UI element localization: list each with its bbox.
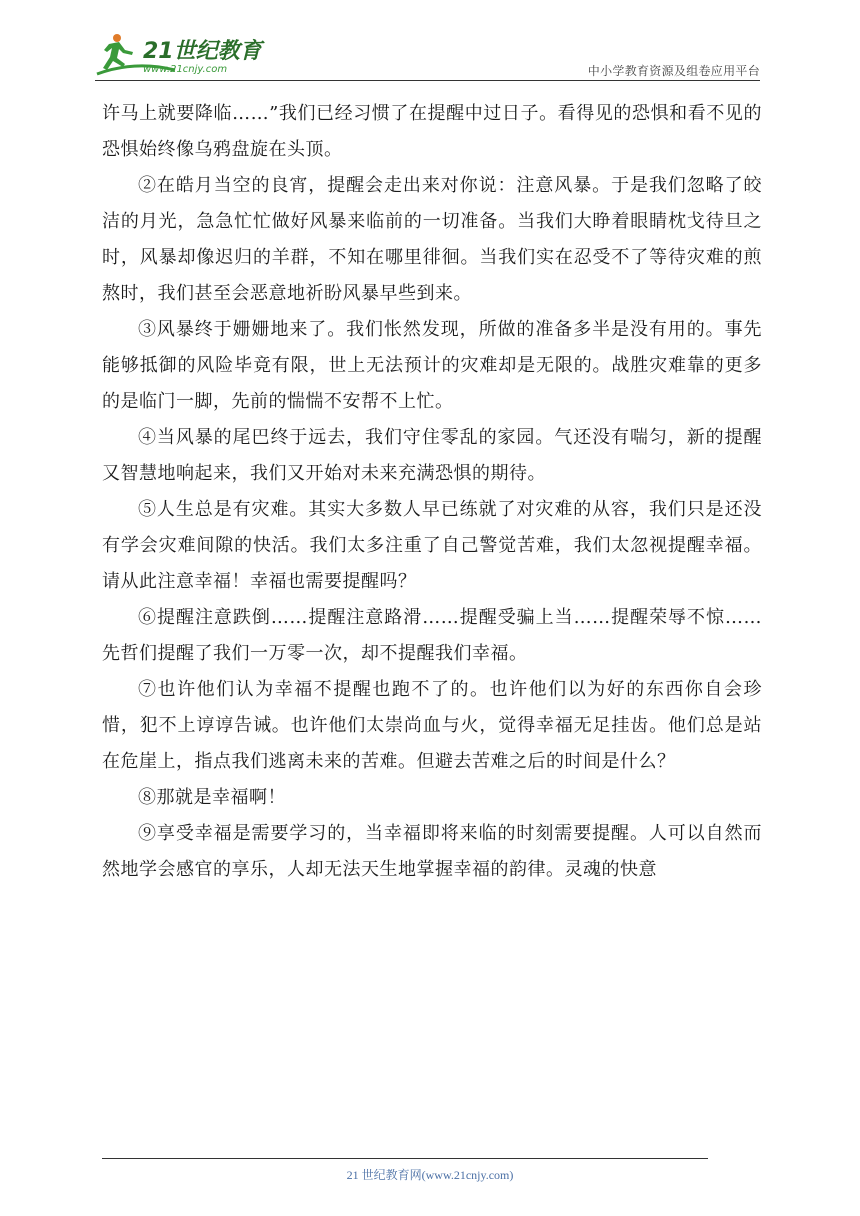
paragraph-7: ⑦也许他们认为幸福不提醒也跑不了的。也许他们以为好的东西你自会珍惜，犯不上谆谆告诫。也许他们太崇尚血与火，觉得幸福无足挂齿。他们总是站在危崖上，指点我们逃离未来的苦难。但避去苦难之后的时间是什么？ [102, 679, 762, 772]
article-body [102, 96, 762, 888]
paragraph-6: ⑥提醒注意跌倒……提醒注意路滑……提醒受骗上当……提醒荣辱不惊……先哲们提醒了我们一万零一次，却不提醒我们幸福。 [102, 607, 762, 664]
site-logo[interactable] [95, 30, 265, 80]
header-divider [95, 80, 760, 81]
footer-link[interactable]: 21 世纪教育网(www.21cnjy.com) [346, 1168, 514, 1182]
paragraph-continued: 许马上就要降临……”我们已经习惯了在提醒中过日子。看得见的恐惧和看不见的恐惧始终像乌鸦盘旋在头顶。 [102, 103, 762, 160]
header-tagline: 中小学教育资源及组卷应用平台 [587, 64, 760, 78]
footer-divider [102, 1158, 708, 1159]
paragraph-2: ②在皓月当空的良宵，提醒会走出来对你说：注意风暴。于是我们忽略了皎洁的月光，急急忙忙做好风暴来临前的一切准备。当我们大睁着眼睛枕戈待旦之时，风暴却像迟归的羊群，不知在哪里徘徊。当我们实在忍受不了等待灾难的煎熬时，我们甚至会恶意地祈盼风暴早些到来。 [102, 175, 762, 304]
logo-url-text: www.21cnjy.com [143, 64, 228, 75]
logo-main-text: 21世纪教育 [143, 39, 262, 64]
paragraph-5: ⑤人生总是有灾难。其实大多数人早已练就了对灾难的从容，我们只是还没有学会灾难间隙的快活。我们太多注重了自己警觉苦难，我们太忽视提醒幸福。请从此注意幸福！幸福也需要提醒吗？ [102, 499, 762, 592]
paragraph-3: ③风暴终于姗姗地来了。我们怅然发现，所做的准备多半是没有用的。事先能够抵御的风险毕竟有限，世上无法预计的灾难却是无限的。战胜灾难靠的更多的是临门一脚，先前的惴惴不安帮不上忙。 [102, 319, 762, 412]
paragraph-9: ⑨享受幸福是需要学习的，当幸福即将来临的时刻需要提醒。人可以自然而然地学会感官的享乐，人却无法天生地掌握幸福的韵律。灵魂的快意 [102, 823, 762, 880]
paragraph-8: ⑧那就是幸福啊！ [138, 787, 286, 808]
paragraph-4: ④当风暴的尾巴终于远去，我们守住零乱的家园。气还没有喘匀，新的提醒又智慧地响起来，我们又开始对未来充满恐惧的期待。 [102, 427, 762, 484]
page-header [95, 30, 760, 82]
